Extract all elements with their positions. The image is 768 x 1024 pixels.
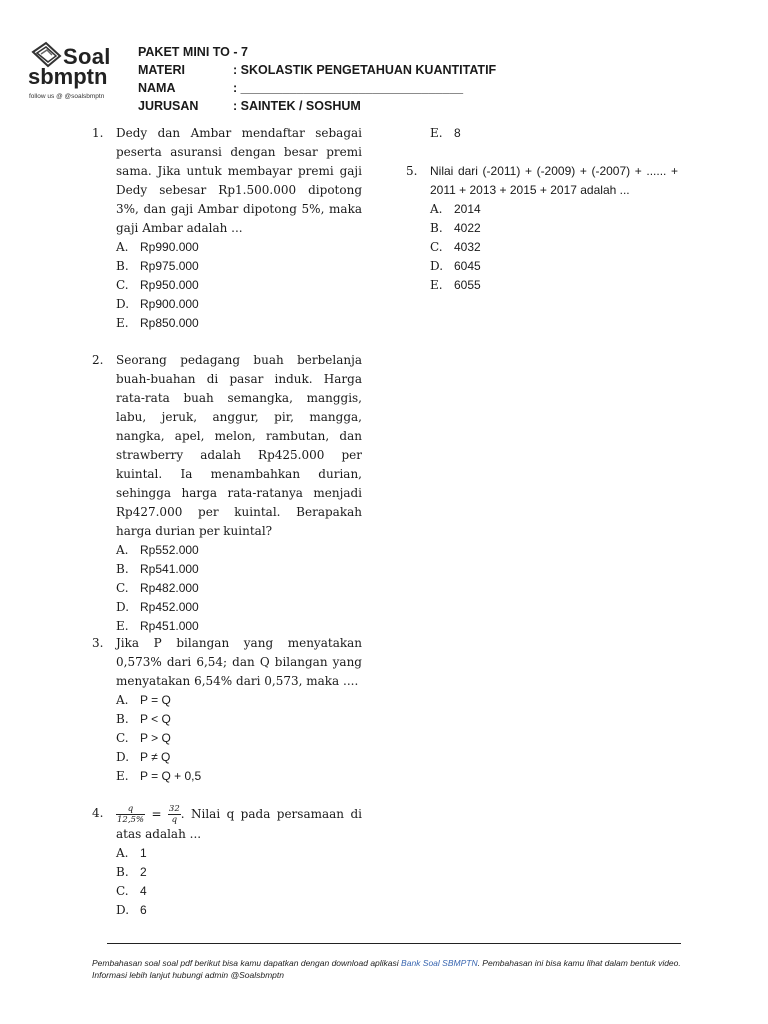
fraction-numerator: q — [116, 804, 145, 815]
option-text: 2014 — [454, 202, 481, 216]
option-letter: D. — [116, 297, 130, 311]
option-e — [116, 314, 362, 333]
header-value: : SAINTEK / SOSHUM — [233, 99, 361, 113]
option-c — [116, 729, 362, 748]
option-text: Rp541.000 — [140, 562, 199, 576]
option-letter: B. — [430, 221, 443, 235]
header-row-nama — [138, 79, 496, 97]
question-text: Seorang pedagang buah berbelanja buah-buahan di pasar induk. Harga rata-rata buah semangka, manggis, labu, jeruk, anggur, pir, mangga, nangka, apel, melon, rambutan, dan strawberry adalah Rp425.000 per kuintal. Ia menambahkan durian, sehingga harga rata-ratanya menjadi Rp427.000 per kuintal. Berapakah harga durian per kuintal? — [116, 353, 362, 538]
option-b — [116, 710, 362, 729]
option-a — [430, 200, 678, 219]
option-letter: E. — [430, 278, 443, 292]
option-e — [430, 276, 678, 295]
document-header — [138, 43, 496, 115]
question-number: 4. — [92, 806, 104, 820]
footer-divider — [107, 943, 681, 944]
option-text: 2 — [140, 865, 147, 879]
header-label: MATERI — [138, 63, 185, 77]
option-text: Rp482.000 — [140, 581, 199, 595]
option-letter: C. — [116, 731, 129, 745]
question-text: Jika P bilangan yang menyatakan 0,573% dari 6,54; dan Q bilangan yang menyatakan 6,54% dari 0,573, maka .... — [116, 636, 362, 688]
header-label: NAMA — [138, 81, 176, 95]
option-a — [116, 691, 362, 710]
option-text: P < Q — [140, 712, 171, 726]
header-value: : SKOLASTIK PENGETAHUAN KUANTITATIF — [233, 63, 497, 77]
option-text: 6 — [140, 903, 147, 917]
option-text: P = Q + 0,5 — [140, 769, 202, 783]
option-letter: C. — [116, 278, 129, 292]
header-label: JURUSAN — [138, 99, 199, 113]
option-b — [116, 863, 362, 882]
option-text: Rp451.000 — [140, 619, 199, 633]
footer-note — [92, 957, 682, 981]
option-a — [116, 844, 362, 863]
header-title: PAKET MINI TO - 7 — [138, 45, 248, 59]
option-letter: A. — [430, 202, 443, 216]
option-letter: A. — [116, 846, 129, 860]
question-5 — [406, 162, 678, 295]
option-c — [430, 238, 678, 257]
option-letter: C. — [430, 240, 443, 254]
equals-sign: = — [151, 807, 162, 821]
option-d — [116, 748, 362, 767]
fraction-32-over-q — [168, 804, 181, 825]
footer-app-link[interactable]: Bank Soal SBMPTN — [401, 958, 478, 968]
option-text: Rp850.000 — [140, 316, 199, 330]
option-text: Rp990.000 — [140, 240, 199, 254]
footer-text-pre: Pembahasan soal soal pdf berikut bisa kamu dapatkan dengan download aplikasi — [92, 958, 402, 968]
option-text: 1 — [140, 846, 147, 860]
header-row-materi — [138, 61, 496, 79]
option-text: Rp552.000 — [140, 543, 199, 557]
option-letter: A. — [116, 543, 129, 557]
logo-brand-bottom: sbmptn — [28, 64, 108, 89]
option-text: P ≠ Q — [140, 750, 171, 764]
question-number: 1. — [92, 126, 104, 140]
option-text: 8 — [454, 126, 461, 140]
option-letter: D. — [430, 259, 444, 273]
option-a — [116, 238, 362, 257]
option-b — [430, 219, 678, 238]
option-text: Rp900.000 — [140, 297, 199, 311]
question-text-after: . Nilai q pada persamaan di atas adalah ... — [116, 807, 362, 841]
fraction-q-over-percent — [116, 804, 145, 825]
header-row-jurusan — [138, 97, 496, 115]
option-e — [116, 767, 362, 786]
option-letter: C. — [116, 581, 129, 595]
option-letter: E. — [116, 769, 129, 783]
option-text: P = Q — [140, 693, 171, 707]
option-text: Rp950.000 — [140, 278, 199, 292]
option-letter: E. — [116, 316, 129, 330]
question-4 — [92, 804, 362, 920]
option-d — [116, 598, 362, 617]
header-value: : ________________________________ — [233, 81, 464, 95]
soal-sbmptn-logo — [28, 40, 123, 104]
option-c — [116, 579, 362, 598]
question-number: 2. — [92, 353, 104, 367]
option-e — [430, 124, 676, 143]
option-d — [116, 901, 362, 920]
option-text: Rp975.000 — [140, 259, 199, 273]
option-letter: D. — [116, 600, 130, 614]
question-text: Nilai dari (-2011) + (-2009) + (-2007) + ...... + 2011 + 2013 + 2015 + 2017 adalah ... — [430, 164, 678, 197]
question-text: Dedy dan Ambar mendaftar sebagai peserta asuransi dengan besar premi sama. Jika untuk membayar premi gaji Dedy sebesar Rp1.500.000 dipotong 3%, dan gaji Ambar dipotong 5%, maka gaji Ambar adalah ... — [116, 126, 362, 235]
question-2 — [92, 351, 362, 636]
question-text — [116, 804, 362, 844]
option-d — [430, 257, 678, 276]
logo-follow-text: follow us @ @soalsbmptn — [29, 93, 105, 100]
option-text: 6045 — [454, 259, 481, 273]
option-letter: B. — [116, 259, 129, 273]
option-c — [116, 882, 362, 901]
option-letter: B. — [116, 562, 129, 576]
fraction-denominator: 12,5% — [117, 815, 145, 825]
option-d — [116, 295, 362, 314]
option-letter: A. — [116, 240, 129, 254]
fraction-numerator: 32 — [168, 804, 180, 814]
option-text: 6055 — [454, 278, 481, 292]
option-letter: B. — [116, 712, 129, 726]
option-text: 4 — [140, 884, 147, 898]
option-text: 4022 — [454, 221, 481, 235]
option-letter: B. — [116, 865, 129, 879]
option-letter: E. — [116, 619, 129, 633]
option-b — [116, 560, 362, 579]
option-text: P > Q — [140, 731, 171, 745]
question-number: 3. — [92, 636, 104, 650]
logo-brand-top: Soal — [63, 44, 111, 69]
option-text: 4032 — [454, 240, 481, 254]
option-letter: A. — [116, 693, 129, 707]
question-number: 5. — [406, 164, 418, 178]
option-letter: E. — [430, 126, 443, 140]
option-c — [116, 276, 362, 295]
question-4-continued — [406, 124, 676, 143]
option-letter: C. — [116, 884, 129, 898]
question-1 — [92, 124, 362, 333]
option-a — [116, 541, 362, 560]
footer-text-post: . Pembahasan ini bisa kamu lihat dalam bentuk video. Informasi lebih lanjut hubungi admin @Soalsbmptn — [92, 958, 681, 980]
option-letter: D. — [116, 903, 130, 917]
fraction-denominator: q — [171, 815, 178, 825]
option-letter: D. — [116, 750, 130, 764]
option-b — [116, 257, 362, 276]
question-3 — [92, 634, 362, 786]
option-text: Rp452.000 — [140, 600, 199, 614]
